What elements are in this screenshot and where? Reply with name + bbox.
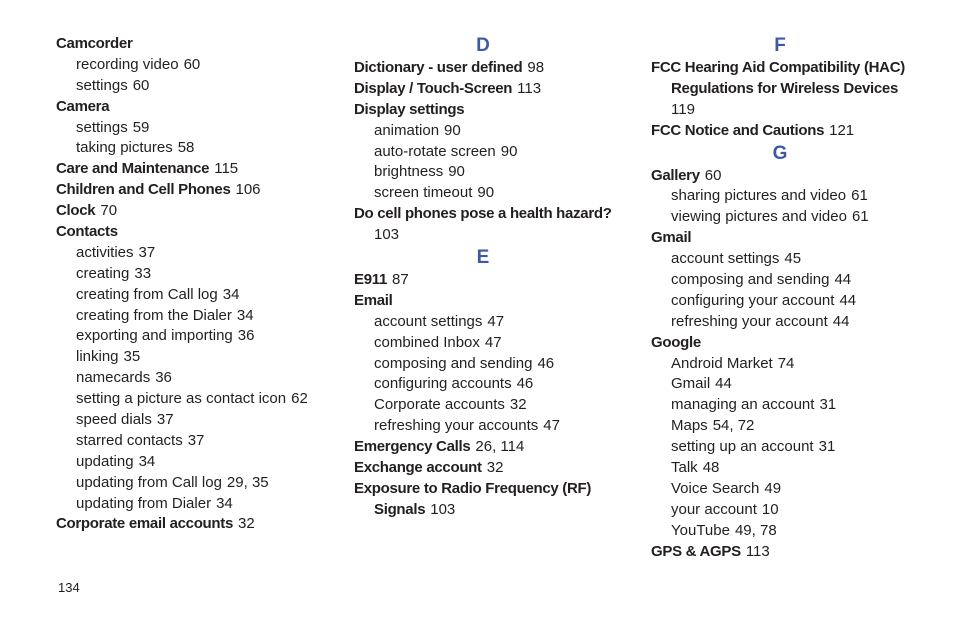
index-term: setting a picture as contact icon <box>76 390 287 408</box>
index-term: Google <box>651 333 701 351</box>
page-number: 134 <box>58 580 80 595</box>
index-term: animation <box>374 121 440 139</box>
index-page-numbers: 45 <box>784 250 802 268</box>
index-page-numbers: 46 <box>537 354 555 372</box>
index-term: sharing pictures and video <box>671 187 847 205</box>
index-page-numbers: 103 <box>430 500 456 518</box>
index-term: Talk <box>671 459 698 477</box>
index-term: Corporate accounts <box>374 396 505 414</box>
index-term: E911 <box>354 271 388 289</box>
index-page-numbers: 32 <box>486 459 504 477</box>
index-term: brightness <box>374 163 444 181</box>
index-page-numbers: 54, 72 <box>712 417 755 435</box>
index-page-numbers: 115 <box>214 160 239 178</box>
index-entry <box>354 100 644 121</box>
index-subentry <box>56 306 346 327</box>
index-page-numbers: 44 <box>839 291 857 309</box>
index-page-numbers: 34 <box>236 306 254 324</box>
index-page-numbers: 90 <box>477 184 495 202</box>
index-page-numbers: 106 <box>235 181 261 199</box>
index-term: managing an account <box>671 396 815 414</box>
index-term: Display / Touch-Screen <box>354 79 513 97</box>
index-term: YouTube <box>671 521 730 539</box>
index-page-numbers: 60 <box>704 166 722 184</box>
index-subentry <box>651 312 941 333</box>
index-term: Gmail <box>651 229 692 247</box>
index-page-numbers: 34 <box>222 285 240 303</box>
index-page-numbers: 31 <box>818 438 836 456</box>
index-entry <box>354 270 644 291</box>
index-page-numbers: 61 <box>851 187 868 205</box>
index-entry <box>56 222 346 243</box>
index-term: Gmail <box>671 375 711 393</box>
index-term: auto-rotate screen <box>374 142 496 160</box>
index-subentry <box>56 389 346 410</box>
index-page-numbers: 87 <box>392 271 409 289</box>
index-subentry <box>651 521 941 542</box>
index-page-numbers: 58 <box>177 139 195 157</box>
index-page-numbers: 49 <box>764 479 782 497</box>
index-page-numbers: 33 <box>134 264 152 282</box>
index-subentry <box>354 183 644 204</box>
index-page-numbers: 61 <box>851 208 869 226</box>
index-section-letter: G <box>772 142 788 164</box>
index-term: FCC Notice and Cautions <box>651 121 825 139</box>
index-column-2 <box>354 34 644 521</box>
index-page-numbers: 47 <box>484 333 502 351</box>
index-subentry <box>354 395 644 416</box>
index-page-numbers: 70 <box>100 202 118 220</box>
index-subentry <box>56 138 346 159</box>
index-continuation <box>354 500 644 521</box>
index-entry <box>651 333 941 354</box>
index-term: taking pictures <box>76 139 173 157</box>
index-term: Email <box>354 291 393 309</box>
index-term: GPS & AGPS <box>651 542 741 560</box>
index-page-numbers: 59 <box>132 118 150 136</box>
index-subentry <box>56 55 346 76</box>
index-subentry <box>651 354 941 375</box>
index-page-numbers: 37 <box>138 243 156 261</box>
index-subentry <box>354 121 644 142</box>
index-entry <box>651 542 941 563</box>
index-term: setting up an account <box>671 438 814 456</box>
index-entry <box>56 514 346 535</box>
index-subentry <box>354 162 644 183</box>
index-term: Clock <box>56 202 96 220</box>
index-page-numbers: 35 <box>123 348 141 366</box>
index-entry <box>651 121 941 142</box>
index-subentry <box>651 249 941 270</box>
index-subentry <box>651 500 941 521</box>
index-term: Gallery <box>651 166 700 184</box>
index-entry <box>56 180 346 201</box>
index-subentry <box>56 326 346 347</box>
index-page-numbers: 121 <box>829 121 855 139</box>
index-page-numbers: 36 <box>237 327 255 345</box>
index-term: screen timeout <box>374 184 473 202</box>
index-subentry <box>651 291 941 312</box>
index-page-numbers: 90 <box>448 163 465 181</box>
index-entry <box>56 159 346 180</box>
index-subentry <box>56 494 346 515</box>
index-section-letter: E <box>476 247 490 269</box>
index-subentry <box>56 285 346 306</box>
index-term: FCC Hearing Aid Compatibility (HAC) <box>651 59 905 76</box>
index-page-numbers: 47 <box>487 312 505 330</box>
index-entry <box>354 291 644 312</box>
index-subentry <box>651 416 941 437</box>
index-term: Display settings <box>354 100 465 118</box>
index-entry <box>354 479 644 500</box>
index-entry <box>56 34 346 55</box>
index-page-numbers: 44 <box>832 312 850 330</box>
index-column-3 <box>651 34 941 562</box>
index-page-numbers: 103 <box>374 226 400 244</box>
index-term: account settings <box>671 250 780 268</box>
index-page-numbers: 119 <box>671 100 695 118</box>
index-page-numbers: 44 <box>715 375 732 393</box>
index-term: viewing pictures and video <box>671 208 847 226</box>
index-term: linking <box>76 348 119 366</box>
index-term: Children and Cell Phones <box>56 181 231 199</box>
index-term: account settings <box>374 312 483 330</box>
index-page-numbers: 47 <box>543 417 560 435</box>
index-page-numbers: 113 <box>745 542 770 560</box>
index-subentry <box>651 479 941 500</box>
index-page-numbers: 37 <box>187 431 205 449</box>
index-subentry <box>354 416 644 437</box>
index-continuation <box>651 79 941 100</box>
index-subentry <box>56 452 346 473</box>
index-page-numbers: 34 <box>216 494 233 512</box>
index-page-numbers: 48 <box>702 459 720 477</box>
index-subentry <box>56 368 346 389</box>
index-page-numbers: 113 <box>517 79 542 97</box>
index-term: updating <box>76 452 134 470</box>
index-entry <box>354 79 644 100</box>
index-term: starred contacts <box>76 431 183 449</box>
index-subentry <box>56 473 346 494</box>
index-entry <box>354 437 644 458</box>
index-term: Exchange account <box>354 459 482 477</box>
index-subentry <box>651 437 941 458</box>
index-term: exporting and importing <box>76 327 233 345</box>
index-term: Signals <box>374 500 426 518</box>
index-entry <box>56 97 346 118</box>
index-term: composing and sending <box>671 271 830 289</box>
index-subentry <box>56 431 346 452</box>
index-page-numbers: 37 <box>156 411 174 429</box>
index-term: Contacts <box>56 223 118 241</box>
index-term: Dictionary - user defined <box>354 59 523 76</box>
index-subentry <box>354 312 644 333</box>
index-subentry <box>56 243 346 264</box>
index-subentry <box>651 186 941 207</box>
index-continuation <box>651 100 941 121</box>
index-entry <box>354 204 644 225</box>
index-term: configuring your account <box>671 291 835 309</box>
index-term: Camcorder <box>56 35 133 52</box>
index-term: Maps <box>671 417 708 435</box>
index-term: settings <box>76 118 128 136</box>
index-entry <box>651 58 941 79</box>
index-page-numbers: 98 <box>527 59 545 76</box>
index-term: Do cell phones pose a health hazard? <box>354 205 612 223</box>
index-term: your account <box>671 500 757 518</box>
index-subentry <box>56 264 346 285</box>
index-page-numbers: 10 <box>761 500 779 518</box>
index-subentry <box>651 207 941 228</box>
index-subentry <box>651 270 941 291</box>
index-page-numbers: 26, 114 <box>475 438 525 456</box>
index-page-numbers: 90 <box>500 142 518 160</box>
index-page-numbers: 74 <box>777 354 795 372</box>
index-page-numbers: 90 <box>444 121 461 139</box>
index-subentry <box>651 374 941 395</box>
index-term: Android Market <box>671 354 773 372</box>
index-term: Exposure to Radio Frequency (RF) <box>354 479 592 497</box>
index-term: updating from Call log <box>76 473 222 491</box>
index-subentry <box>354 333 644 354</box>
index-page-numbers: 60 <box>132 76 150 94</box>
index-term: refreshing your account <box>671 312 828 330</box>
index-continuation <box>354 225 644 246</box>
index-section-letter: D <box>476 35 490 56</box>
index-term: Corporate email accounts <box>56 515 234 533</box>
index-entry <box>651 166 941 187</box>
index-page-numbers: 36 <box>155 369 172 387</box>
index-entry <box>354 458 644 479</box>
index-page-numbers: 32 <box>238 515 255 533</box>
index-page-numbers: 44 <box>834 271 852 289</box>
index-subentry <box>651 395 941 416</box>
index-term: Camera <box>56 97 110 115</box>
index-term: Care and Maintenance <box>56 160 210 178</box>
index-term: creating <box>76 264 130 282</box>
index-subentry <box>354 374 644 395</box>
index-term: creating from the Dialer <box>76 306 232 324</box>
index-page-numbers: 49, 78 <box>734 521 777 539</box>
index-term: Emergency Calls <box>354 438 471 456</box>
index-page-numbers: 46 <box>516 375 534 393</box>
index-term: Regulations for Wireless Devices <box>671 79 899 97</box>
index-subentry <box>56 76 346 97</box>
index-subentry <box>56 410 346 431</box>
index-page-numbers: 34 <box>138 452 156 470</box>
index-page-numbers: 32 <box>509 396 527 414</box>
index-term: composing and sending <box>374 354 533 372</box>
index-term: refreshing your accounts <box>374 417 539 435</box>
index-term: updating from Dialer <box>76 494 212 512</box>
index-term: activities <box>76 243 134 261</box>
index-column-1 <box>56 34 346 535</box>
index-subentry <box>56 347 346 368</box>
index-page-numbers: 29, 35 <box>226 473 269 491</box>
index-term: creating from Call log <box>76 285 218 303</box>
index-term: speed dials <box>76 411 152 429</box>
index-page-numbers: 62 <box>291 390 308 408</box>
index-section-letter: F <box>774 35 786 56</box>
index-subentry <box>651 458 941 479</box>
index-page-numbers: 60 <box>183 55 201 73</box>
index-subentry <box>354 354 644 375</box>
index-term: combined Inbox <box>374 333 480 351</box>
index-page-numbers: 31 <box>819 396 837 414</box>
index-entry <box>651 228 941 249</box>
index-term: namecards <box>76 369 151 387</box>
index-term: recording video <box>76 55 179 73</box>
index-subentry <box>354 142 644 163</box>
index-term: Voice Search <box>671 479 760 497</box>
index-term: configuring accounts <box>374 375 512 393</box>
index-subentry <box>56 118 346 139</box>
index-entry <box>354 58 644 79</box>
index-entry <box>56 201 346 222</box>
index-term: settings <box>76 76 128 94</box>
